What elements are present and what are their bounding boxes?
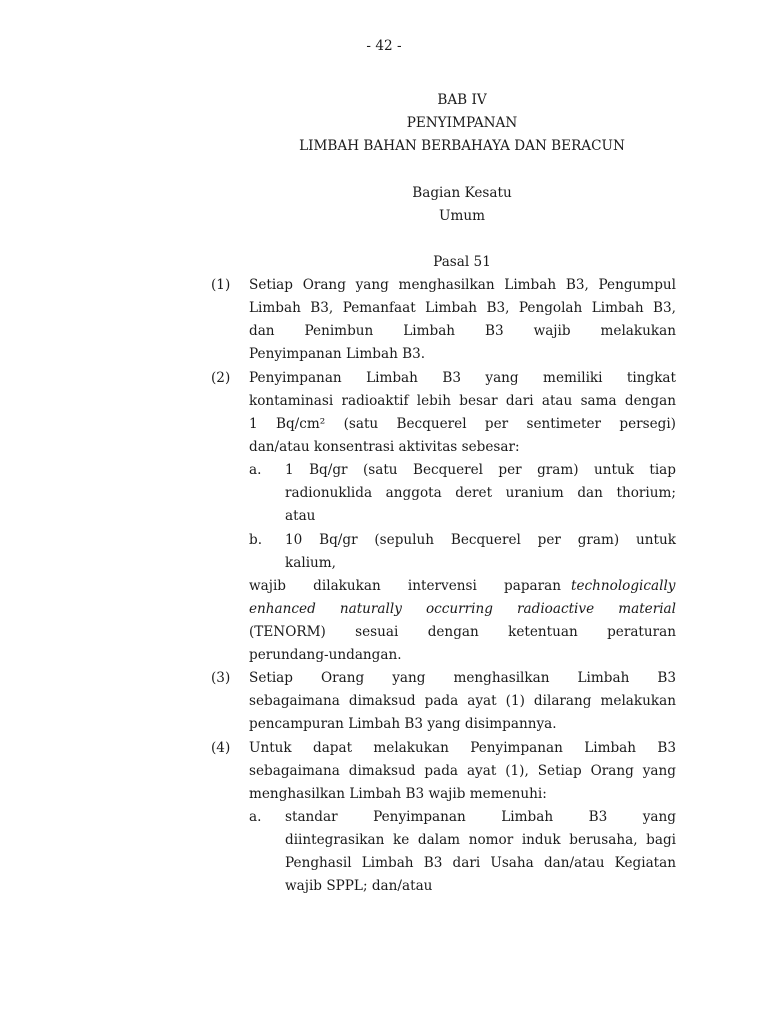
paragraph-line: kontaminasi radioaktif lebih besar dari atau sama dengan xyxy=(249,393,676,409)
item-line: Penghasil Limbah B3 dari Usaha dan/atau Kegiatan xyxy=(285,855,676,871)
paragraph-line: dan Penimbun Limbah B3 wajib melakukan xyxy=(249,323,676,339)
closing-line-italic: enhanced naturally occurring radioactive material xyxy=(249,601,676,617)
page-number: - 42 - xyxy=(366,38,402,54)
paragraph-line: sebagaimana dimaksud pada ayat (1) dilarang melakukan xyxy=(249,693,676,709)
section-label: Bagian Kesatu xyxy=(412,185,512,201)
item-line: radionuklida anggota deret uranium dan thorium; xyxy=(285,485,676,501)
item-line: standar Penyimpanan Limbah B3 yang xyxy=(285,809,676,825)
item-line: 1 Bq/gr (satu Becquerel per gram) untuk tiap xyxy=(285,462,676,478)
paragraph-line: Limbah B3, Pemanfaat Limbah B3, Pengolah Limbah B3, xyxy=(249,300,676,316)
chapter-title-line2: LIMBAH BAHAN BERBAHAYA DAN BERACUN xyxy=(299,138,625,154)
paragraph-number: (2) xyxy=(211,370,231,386)
item-line: diintegrasikan ke dalam nomor induk berusaha, bagi xyxy=(285,832,676,848)
paragraph-line: dan/atau konsentrasi aktivitas sebesar: xyxy=(249,439,520,455)
article-label: Pasal 51 xyxy=(433,254,491,270)
paragraph-line: Penyimpanan Limbah B3. xyxy=(249,346,426,362)
item-line: 10 Bq/gr (sepuluh Becquerel per gram) untuk xyxy=(285,532,676,548)
closing-line: wajib dilakukan intervensi paparan xyxy=(249,578,561,594)
closing-line: (TENORM) sesuai dengan ketentuan peraturan xyxy=(249,624,676,640)
paragraph-line: Penyimpanan Limbah B3 yang memiliki tingkat xyxy=(249,370,676,386)
item-letter: a. xyxy=(249,809,262,825)
chapter-title-line1: PENYIMPANAN xyxy=(406,115,518,131)
paragraph-line: Untuk dapat melakukan Penyimpanan Limbah B3 xyxy=(249,740,676,756)
paragraph-line: sebagaimana dimaksud pada ayat (1), Setiap Orang yang xyxy=(249,763,676,779)
item-letter: b. xyxy=(249,532,263,548)
paragraph-line: pencampuran Limbah B3 yang disimpannya. xyxy=(249,716,557,732)
paragraph-line: Setiap Orang yang menghasilkan Limbah B3 xyxy=(249,670,676,686)
paragraph-number: (4) xyxy=(211,740,231,756)
paragraph-number: (1) xyxy=(211,277,231,293)
item-line: atau xyxy=(285,508,316,524)
chapter-label: BAB IV xyxy=(437,92,487,108)
item-line: kalium, xyxy=(285,555,337,571)
paragraph-number: (3) xyxy=(211,670,231,686)
item-line: wajib SPPL; dan/atau xyxy=(285,878,433,894)
section-title: Umum xyxy=(439,208,485,224)
paragraph-line: Setiap Orang yang menghasilkan Limbah B3, Pengumpul xyxy=(249,277,676,293)
closing-line: perundang-undangan. xyxy=(249,647,402,663)
item-letter: a. xyxy=(249,462,262,478)
paragraph-line: menghasilkan Limbah B3 wajib memenuhi: xyxy=(249,786,547,802)
paragraph-line: 1 Bq/cm² (satu Becquerel per sentimeter persegi) xyxy=(249,416,676,432)
closing-line-italic: technologically xyxy=(571,578,676,594)
